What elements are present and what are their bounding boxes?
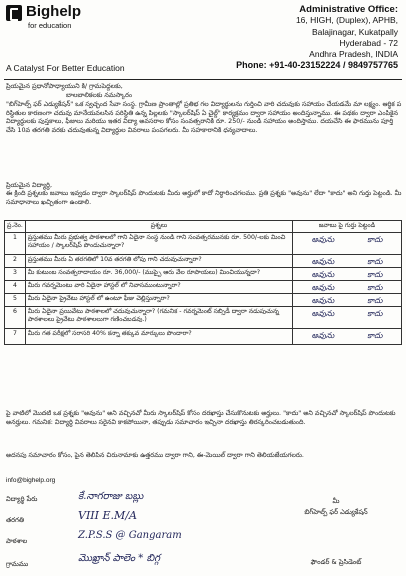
class-value: VIII E.M/A [78,509,137,522]
student-name-value: కే.నాగరాజు బబ్లు [78,491,144,502]
instructions-paragraph: ఈ క్రింది ప్రశ్నలకు జవాబు ఇవ్వడం ద్వారా స్కాలర్‌షిప్ పొందుటకు మీరు అర్హులో కాదో నిర్ధారించగలము. ప్రతి ప్రశ్నకు "అవును" లేదా "కాదు" అని గుర్తు పెట్టండి. మీ సమాధానాలు ఖచ్చితంగా ఉండాలి. [6,189,402,206]
signatory-salutation: మీ [332,497,340,505]
answer-option-yes[interactable]: అవును [311,283,335,292]
salutation [6,82,402,99]
question-row [5,255,402,268]
question-text: మీరు ఏదైనా ప్రైవేటు హాస్టల్ లో ఉంటూ ఫీజు చెల్లిస్తున్నారా? [25,294,292,307]
brand-sub: for education [28,21,72,30]
answer-option-no[interactable]: కాదు [367,296,383,305]
col-header-question: ప్రశ్నలు [25,221,292,233]
field-label-name: విద్యార్థి పేరు [6,495,38,503]
answer-option-no[interactable]: కాదు [367,331,383,340]
answer-cell [293,281,402,294]
answer-cell [293,329,402,345]
question-number: 5 [5,294,26,307]
answer-option-no[interactable]: కాదు [367,235,383,244]
question-number: 1 [5,233,26,255]
email-address: info@bighelp.org [6,477,56,484]
question-row [5,268,402,281]
question-text: మీరు ఏదైనా ప్రయివేటు పాఠశాలలో చదువుచున్నారా? (గమనిక - గవర్నమెంట్ సబ్సిడీ ద్వారా నడుపుచున్న పాఠశాలలు ప్రైవేటు పాఠశాలలుగా గణించబడవు.) [25,307,292,329]
answer-cell [293,255,402,268]
question-number: 3 [5,268,26,281]
question-row [5,281,402,294]
answer-option-yes[interactable]: అవును [311,296,335,305]
answer-option-no[interactable]: కాదు [367,283,383,292]
signatory-org: బిగ్‌హెల్ప్ ఫర్ ఎడ్యుకేషన్ [304,508,368,516]
question-row [5,329,402,345]
questions-table [4,220,402,345]
question-text: ప్రస్తుతము మీరు ఏ తరగతిలో 10వ తరగతి లోపు గాని చదువుచున్నారా? [25,255,292,268]
question-number: 4 [5,281,26,294]
question-number: 2 [5,255,26,268]
question-text: ప్రస్తుతము మీరు ప్రభుత్వ పాఠశాలలో గాని ఏదైనా సంస్థ నుండి గాని సంవత్సరమునకు రూ. 500/-లకు మించి సహాయం / స్కాలర్‌షిప్ పొందుచున్నారా? [25,233,292,255]
answer-cell [293,294,402,307]
question-text: మీరు గత పరీక్షలో సరాసరి 40% కన్నా తక్కువ మార్కులు పొందారా? [25,329,292,345]
answer-option-yes[interactable]: అవును [311,331,335,340]
phone: Phone: +91-40-23152224 / 9849757765 [236,60,398,71]
question-row [5,233,402,255]
answer-cell [293,268,402,281]
col-header-answer: జవాబు పై గుర్తు పెట్టండి [293,221,402,233]
office-address [178,4,398,72]
col-header-num: ప్ర.నెం. [5,221,26,233]
tagline: A Catalyst For Better Education [6,63,125,73]
school-value: Z.P.S.S @ Gangaram [78,530,182,541]
answer-option-yes[interactable]: అవును [311,257,335,266]
signatory-title: ఫౌండర్ & ప్రెసిడెంట్ [310,558,362,566]
answer-cell [293,233,402,255]
intro-paragraph: "బిగ్‌హెల్ప్ ఫర్ ఎడ్యుకేషన్" ఒక స్వచ్ఛంద సేవా సంస్థ. గ్రామీణ ప్రాంతాల్లో ప్రతిభ గల విద్యార్థులను గుర్తించి వారి చదువుకు సహాయం చేయడమే మా లక్ష్యం. ఆర్థిక పరిస్థితుల కారణంగా చదువు మానేయవలసిన పరిస్థితి ఉన్న పిల్లలకు "స్కాలర్‌షిప్ ఏ చైల్డ్" కార్యక్రమం ద్వారా సహాయం అందిస్తున్నాము. ఈ పథకం ద్వారా ఎంపికైన విద్యార్థులకు పుస్తకాలు, ఫీజులు మరియు ఇతర విద్యా అవసరాల కోసం సంవత్సరానికి రూ. 250/- నుండి సహాయం అందిస్తాము. దయచేసి ఈ ఫారమును పూర్తి చేసి 10వ తరగతి వరకు చదువుతున్న విద్యార్థుల వివరాలు పంపగలరు. మీ సహకారానికి ధన్యవాదాలు. [6,100,402,134]
answer-option-yes[interactable]: అవును [311,235,335,244]
address-line: Andhra Pradesh, INDIA [309,49,398,60]
question-text: మీ కుటుంబ సంవత్సరాదాయం రూ. 36,000/- (ముప్పై ఆరు వేల రూపాయలు) మించియున్నదా? [25,268,292,281]
answer-cell [293,307,402,329]
header-divider [4,79,402,80]
answer-option-no[interactable]: కాదు [367,270,383,279]
address-line: 16, HIGH, (Duplex), APHB, [295,15,398,26]
answer-option-yes[interactable]: అవును [311,270,335,279]
contact-paragraph: అదనపు సమాచారం కోసం, పైన తెలిపిన చిరునామాకు ఉత్తరము ద్వారా గాని, ఈ-మెయిల్ ద్వారా గాని తెలియజేయగలరు. [6,451,304,459]
question-number: 7 [5,329,26,345]
greeting-line: బాలబాలికలకు నమస్కారం [66,90,133,99]
question-row [5,307,402,329]
address-line: Balajinagar, Kukatpally [311,26,398,37]
village-value: మొఖ్రాన్ పాలెం * బిగ్గ [78,553,161,564]
salutation-line: ప్రియమైన ప్రధానోపాధ్యాయుని కి/ గ్రామపెద్దలకు, [6,82,123,90]
office-title: Administrative Office: [299,4,398,15]
bighelp-logo-icon [6,5,22,21]
question-text: మీరు గవర్నమెంటు వారి ఏదైనా హాస్టల్ లో నివాసముంటున్నారా? [25,281,292,294]
field-label-school: పాఠశాల [6,537,28,545]
question-number: 6 [5,307,26,329]
answer-option-no[interactable]: కాదు [367,309,383,318]
answer-option-yes[interactable]: అవును [311,309,335,318]
field-label-village: గ్రామము [6,560,29,568]
question-row [5,294,402,307]
brand-name: Bighelp [26,3,81,20]
eligibility-paragraph: పై వాటిలో మొదటి ఒక ప్రశ్నకు "అవును" అని వచ్చినచో మీరు స్కాలర్‌షిప్ కోసం దరఖాస్తు చేసుకొనుటకు అర్హులు. "కాదు" అని వచ్చినచో స్కాలర్‌షిప్ పొందుటకు అనర్హులు. గమనిక: విద్యార్థి వివరాలు సరైనవి కాకపోయినా, తప్పుడు సమాచారం ఇచ్చినా దరఖాస్తు తిరస్కరించబడుతుంది. [6,409,396,426]
answer-option-no[interactable]: కాదు [367,257,383,266]
address-line: Hyderabad - 72 [339,37,398,48]
field-label-class: తరగతి [6,516,25,524]
student-salutation: ప్రియమైన విద్యార్థి, [6,181,52,189]
